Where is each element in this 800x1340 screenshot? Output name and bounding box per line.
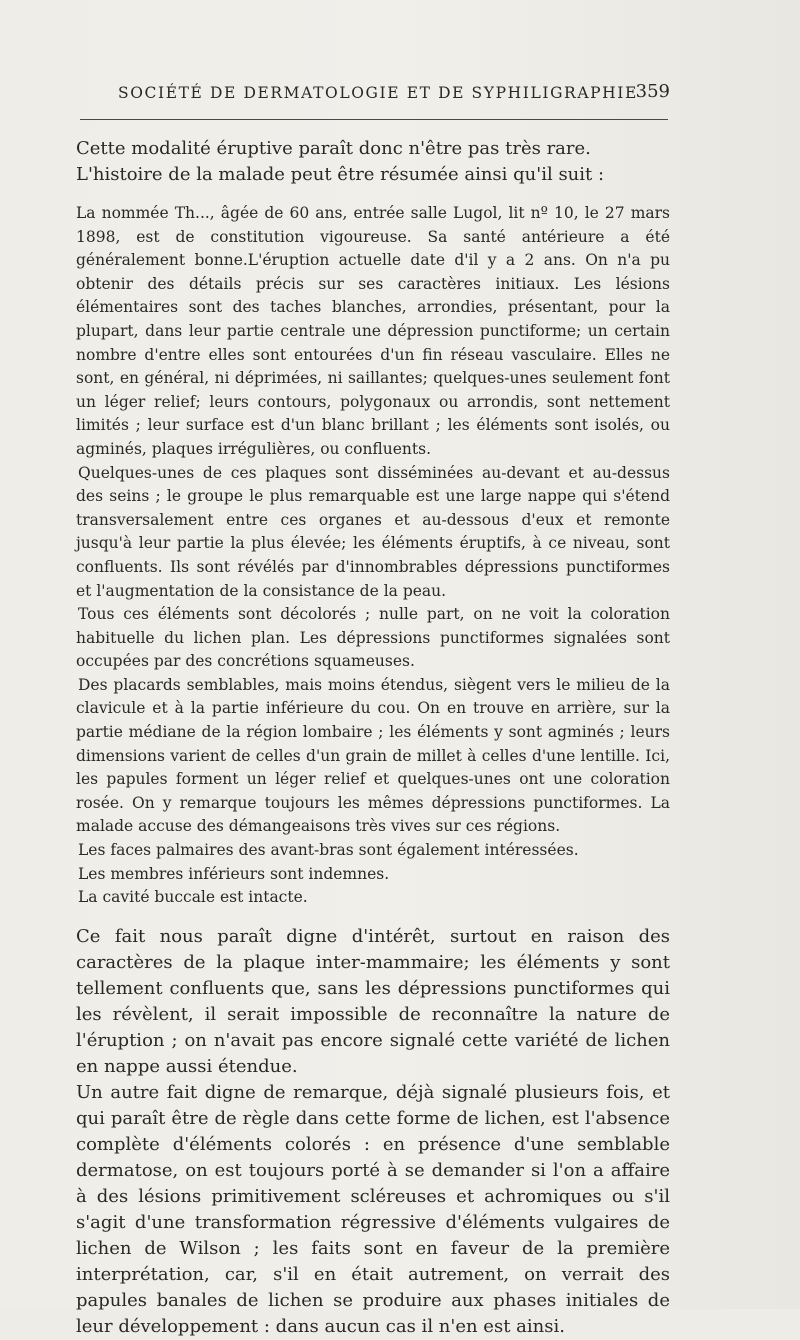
- case-paragraph-2: Quelques-unes de ces plaques sont disséminées au-devant et au-dessus des seins ; le groupe le plus remarquable est une large nappe qui s'étend transversalement entre ces organes et au-dessous d'eux et remonte jusqu'à leur partie la plus élevée; les éléments éruptifs, à ce niveau, sont confluents. Ils sont révélés par d'innombrables dépressions punctiformes et l'augmentation de la consistance de la peau.: [76, 463, 670, 600]
- case-paragraph-4: Des placards semblables, mais moins étendus, siègent vers le milieu de la clavicule et à la partie inférieure du cou. On en trouve en arrière, sur la partie médiane de la région lombaire ; les éléments y sont agminés ; leurs dimensions varient de celles d'un grain de millet à celles d'une lentille. Ici, les papules forment un léger relief et quelques-unes ont une coloration rosée. On y remarque toujours les mêmes dépressions punctiformes. La malade accuse des démangeaisons très vives sur ces régions.: [76, 675, 670, 836]
- page-number: 359: [635, 81, 670, 102]
- case-paragraph-3: Tous ces éléments sont décolorés ; nulle part, on ne voit la coloration habituelle du lichen plan. Les dépressions punctiformes signalées sont occupées par des concrétions squameuses.: [76, 605, 670, 671]
- case-paragraph-6: Les membres inférieurs sont indemnes.: [78, 864, 390, 883]
- page-header: [80, 80, 672, 110]
- intro-paragraph-1: Cette modalité éruptive paraît donc n'être pas très rare.: [76, 138, 591, 159]
- case-paragraph-1: La nommée Th..., âgée de 60 ans, entrée salle Lugol, lit nº 10, le 27 mars 1898, est de constitution vigoureuse. Sa santé antérieure a été généralement bonne.L'éruption actuelle date d'il y a 2 ans. On n'a pu obtenir des détails précis sur ses caractères initiaux. Les lésions élémentaires sont des taches blanches, arrondies, présentant, pour la plupart, dans leur partie centrale une dépression punctiforme; un certain nombre d'entre elles sont entourées d'un fin réseau vasculaire. Elles ne sont, en général, ni déprimées, ni saillantes; quelques-unes seulement font un léger relief; leurs contours, polygonaux ou arrondis, sont nettement limités ; leur surface est d'un blanc brillant ; les éléments sont isolés, ou agminés, plaques irrégulières, ou confluents.: [76, 204, 670, 458]
- case-paragraph-7: La cavité buccale est intacte.: [78, 888, 308, 907]
- header-rule: [80, 119, 668, 120]
- running-head: SOCIÉTÉ DE DERMATOLOGIE ET DE SYPHILIGRAPHIE: [118, 84, 638, 102]
- discussion-paragraph-1: Ce fait nous paraît digne d'intérêt, surtout en raison des caractères de la plaque inter-mammaire; les éléments y sont tellement confluents que, sans les dépressions punctiformes qui les révèlent, il serait impossible de reconnaître la nature de l'éruption ; on n'avait pas encore signalé cette variété de lichen en nappe aussi étendue.: [76, 925, 670, 1077]
- body-text: [76, 136, 670, 1340]
- discussion-paragraph-2: Un autre fait digne de remarque, déjà signalé plusieurs fois, et qui paraît être de règle dans cette forme de lichen, est l'absence complète d'éléments colorés : en présence d'une semblable dermatose, on est toujours porté à se demander si l'on a affaire à des lésions primitivement scléreuses et achromiques ou s'il s'agit d'une transformation régressive d'éléments vulgaires de lichen de Wilson ; les faits sont en faveur de la première interprétation, car, s'il en était autrement, on verrait des papules banales de lichen se produire aux phases initiales de leur développement : dans aucun cas il n'en est ainsi.: [76, 1081, 670, 1337]
- intro-paragraph-2: L'histoire de la malade peut être résumée ainsi qu'il suit :: [76, 164, 605, 185]
- case-paragraph-5: Les faces palmaires des avant-bras sont également intéressées.: [78, 841, 579, 860]
